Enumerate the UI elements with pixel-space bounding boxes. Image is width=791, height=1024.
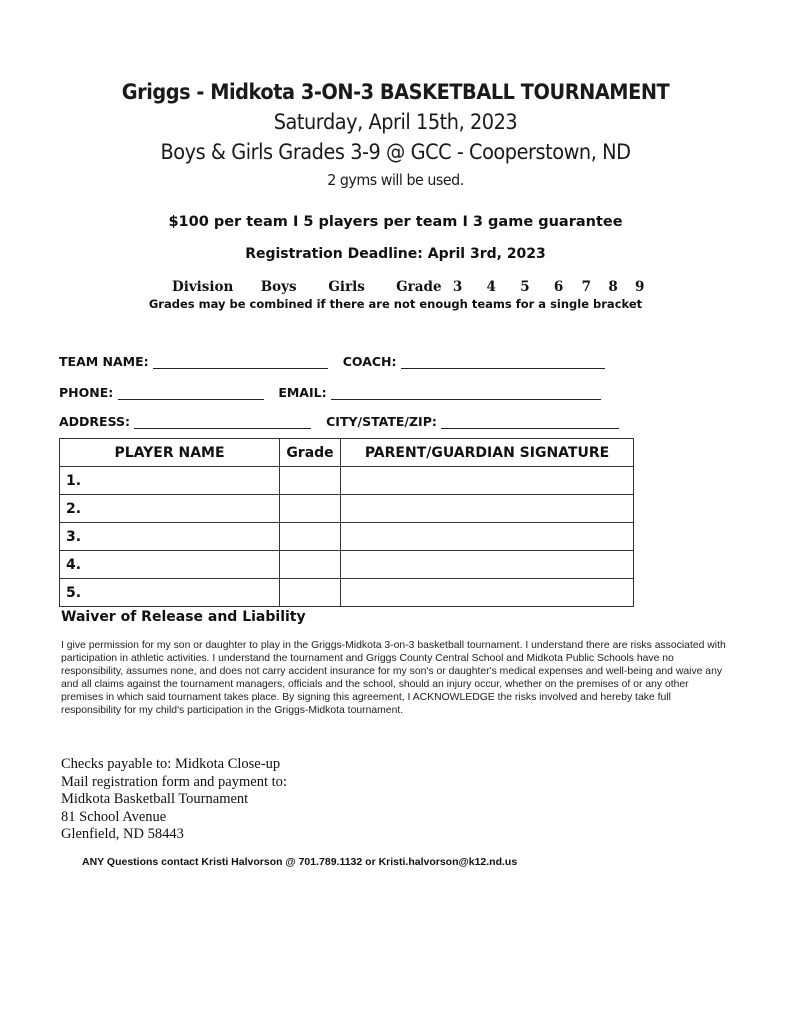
waiver-text: I give permission for my son or daughter to play in the Griggs-Midkota 3-on-3 basketball tournament. I understand there are risks associated with participation in athletic activities. I understand the tournament and Griggs County Central School and Midkota Public Schools have no responsibility, assumes none, and does not carry accident insurance for my son's or daughter's medical expenses and well-being and waive any and all claims against the tournament managers, officials and the school, should an injury occur, whether on the premises of or any other premises in which said tournament takes place. By signing this agreement, I ACKNOWLEDGE the risks involved and hereby take full responsibility for my child's participation in the Griggs-Midkota tournament.: [61, 640, 726, 716]
player-row-number[interactable]: 3.: [60, 523, 280, 551]
player-grade-cell[interactable]: [280, 579, 341, 607]
signature-cell[interactable]: [341, 467, 634, 495]
phone-field[interactable]: [118, 387, 264, 400]
grade-6: 6: [553, 279, 564, 295]
signature-cell[interactable]: [341, 579, 634, 607]
table-row: [60, 551, 634, 579]
team-name-label: TEAM NAME:: [59, 354, 149, 369]
tournament-date: Saturday, April 15th, 2023: [273, 110, 518, 134]
grade-9: 9: [635, 279, 645, 295]
address-field[interactable]: [134, 416, 311, 429]
email-label: EMAIL:: [278, 385, 327, 400]
player-row-number[interactable]: 1.: [60, 467, 280, 495]
grade-4: 4: [486, 279, 496, 295]
phone-label: PHONE:: [59, 385, 114, 400]
mail-city: Glenfield, ND 58443: [61, 826, 184, 842]
grade-7: 7: [581, 279, 592, 295]
division-boys: Boys: [260, 279, 297, 295]
mail-instructions: Mail registration form and payment to:: [61, 773, 287, 790]
tournament-title: Griggs - Midkota 3-ON-3 BASKETBALL TOURNAMENT: [121, 80, 670, 104]
table-row: [60, 467, 634, 495]
table-row: [60, 495, 634, 523]
player-row-number[interactable]: 5.: [60, 579, 280, 607]
team-name-row: [59, 354, 605, 369]
signature-header: PARENT/GUARDIAN SIGNATURE: [341, 439, 634, 467]
signature-cell[interactable]: [341, 523, 634, 551]
grade-3: 3: [452, 279, 463, 295]
contact-line: ANY Questions contact Kristi Halvorson @ 701.789.1132 or Kristi.halvorson@k12.nd.us: [82, 856, 518, 868]
player-table: [59, 438, 634, 607]
team-name-field[interactable]: [153, 356, 328, 369]
tournament-subtitle: Boys & Girls Grades 3-9 @ GCC - Cooperstown, ND: [160, 140, 631, 164]
deadline-line: Registration Deadline: April 3rd, 2023: [245, 246, 546, 262]
grades-combined-note: Grades may be combined if there are not enough teams for a single bracket: [148, 297, 643, 311]
player-row-number[interactable]: 4.: [60, 551, 280, 579]
email-field[interactable]: [331, 387, 601, 400]
coach-field[interactable]: [401, 356, 605, 369]
signature-cell[interactable]: [341, 551, 634, 579]
address-label: ADDRESS:: [59, 414, 131, 429]
address-row: [59, 414, 619, 429]
division-girls: Girls: [328, 279, 365, 295]
grade-label: Grade: [396, 279, 442, 295]
grade-8: 8: [608, 279, 618, 295]
grade-header: Grade: [280, 439, 341, 467]
table-row: [60, 579, 634, 607]
city-state-zip-label: CITY/STATE/ZIP:: [326, 414, 437, 429]
player-row-number[interactable]: 2.: [60, 495, 280, 523]
player-grade-cell[interactable]: [280, 467, 341, 495]
grade-5: 5: [520, 279, 530, 295]
phone-row: [59, 385, 601, 400]
division-row: [172, 279, 644, 295]
mailing-block: [61, 756, 287, 844]
coach-label: COACH:: [342, 354, 397, 369]
city-state-zip-field[interactable]: [441, 416, 619, 429]
mail-street: 81 School Avenue: [61, 808, 167, 825]
player-name-header: PLAYER NAME: [60, 439, 280, 467]
table-row: [60, 523, 634, 551]
player-grade-cell[interactable]: [280, 523, 341, 551]
waiver-title: Waiver of Release and Liability: [61, 609, 306, 625]
gyms-note: 2 gyms will be used.: [327, 171, 464, 189]
player-table-header: [60, 439, 634, 467]
checks-payable: Checks payable to: Midkota Close-up: [61, 756, 281, 772]
player-grade-cell[interactable]: [280, 551, 341, 579]
division-label: Division: [172, 279, 234, 295]
signature-cell[interactable]: [341, 495, 634, 523]
player-grade-cell[interactable]: [280, 495, 341, 523]
mail-recipient: Midkota Basketball Tournament: [61, 791, 249, 807]
fees-line: $100 per team I 5 players per team I 3 game guarantee: [168, 214, 623, 230]
